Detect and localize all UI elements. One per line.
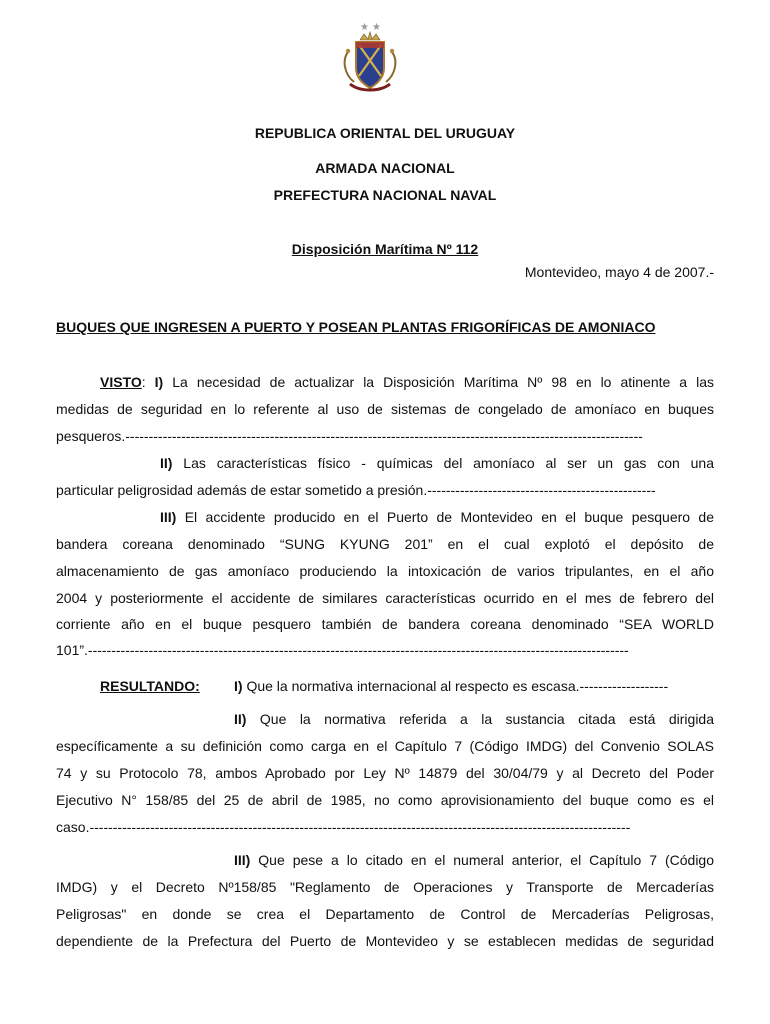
resultando-item-3-text: Que pese a lo citado en el numeral anterior, el Capítulo 7 (Código — [258, 852, 714, 868]
resultando-item-2-text: Que la normativa referida a la sustancia citada está dirigida — [259, 711, 714, 727]
visto-item-3-line-4: 2004 y posteriormente el accidente de similares características ocurrido en el mes de febrero del — [56, 590, 714, 606]
prefecture-heading: PREFECTURA NACIONAL NAVAL — [273, 187, 497, 203]
resultando-item-3-line-4: dependiente de la Prefectura del Puerto de Montevideo y se establecen medidas de seguridad — [56, 933, 714, 949]
resultando-item-2-line-4: Ejecutivo N° 158/85 del 25 de abril de 1985, no como aprovisionamiento del buque como es el — [56, 792, 714, 808]
navy-emblem-icon — [330, 18, 410, 98]
visto-item-2-line-1 — [160, 453, 714, 473]
visto-item-3-text: El accidente producido en el Puerto de Montevideo en el buque pesquero de — [184, 509, 714, 525]
visto-line-1 — [100, 372, 714, 392]
resultando-item-3-line-2: IMDG) y el Decreto Nº158/85 "Reglamento de Operaciones y Transporte de Mercaderías — [56, 879, 714, 895]
resultando-item-1-text: Que la normativa internacional al respecto es escasa.------------------- — [246, 678, 669, 694]
visto-colon: : — [141, 374, 146, 390]
resultando-item-2-line-5: caso.-------------------------------------------------------------------------------------------------------------------- — [56, 819, 631, 835]
disposition-title: Disposición Marítima Nº 112 — [291, 241, 479, 257]
visto-item-3-line-2: bandera coreana denominado “SUNG KYUNG 201” en el cual explotó el depósito de — [56, 536, 714, 552]
resultando-item-3-number: III) — [234, 852, 251, 868]
visto-item-3-line-5: corriente año en el buque pesquero también de bandera coreana denominado “SEA WORLD — [56, 616, 714, 632]
resultando-item-2-number: II) — [234, 711, 247, 727]
visto-line-3: pesqueros.--------------------------------------------------------------------------------------------------------------- — [56, 428, 643, 444]
document-subject: BUQUES QUE INGRESEN A PUERTO Y POSEAN PLANTAS FRIGORÍFICAS DE AMONIACO — [56, 319, 656, 335]
visto-item-3-line-6: 101”.-------------------------------------------------------------------------------------------------------------------- — [56, 642, 629, 658]
visto-item-1-number: I) — [154, 374, 164, 390]
visto-item-3-number: III) — [160, 509, 177, 525]
place-date: Montevideo, mayo 4 de 2007.- — [524, 264, 714, 280]
visto-item-1-text: La necesidad de actualizar la Disposición Marítima Nº 98 en lo atinente a las — [172, 374, 714, 390]
resultando-label-text: RESULTANDO: — [100, 678, 200, 694]
country-heading: REPUBLICA ORIENTAL DEL URUGUAY — [254, 125, 516, 141]
visto-item-3-line-3: almacenamiento de gas amoníaco produciendo la intoxicación de varios tripulantes, en el año — [56, 563, 714, 579]
resultando-item-2-line-2: específicamente a su definición como carga en el Capítulo 7 (Código IMDG) del Convenio SOLAS — [56, 738, 714, 754]
resultando-item-2-line-1 — [234, 709, 714, 729]
resultando-item-3-line-3: Peligrosas" en donde se crea el Departamento de Control de Mercaderías Peligrosas, — [56, 906, 714, 922]
svg-text:★: ★ — [360, 22, 369, 33]
resultando-item-3-line-1 — [234, 850, 714, 870]
resultando-item-2-line-3: 74 y su Protocolo 78, ambos Aprobado por Ley Nº 14879 del 30/04/79 y al Decreto del Poder — [56, 765, 714, 781]
resultando-label — [100, 676, 200, 696]
visto-item-2-number: II) — [160, 455, 173, 471]
visto-item-2-text: Las características físico - químicas del amoníaco al ser un gas con una — [183, 455, 714, 471]
navy-heading: ARMADA NACIONAL — [315, 160, 455, 176]
visto-line-2: medidas de seguridad en lo referente al uso de sistemas de congelado de amoníaco en buques — [56, 401, 714, 417]
resultando-item-1 — [234, 676, 714, 696]
svg-text:★: ★ — [372, 22, 381, 33]
resultando-item-1-number: I) — [234, 678, 243, 694]
visto-item-3-line-1 — [160, 507, 714, 527]
emblem-graphic — [330, 18, 410, 98]
visto-label: VISTO — [100, 374, 142, 390]
visto-item-2-line-2: particular peligrosidad además de estar sometido a presión.------------------------------------------------- — [56, 482, 656, 498]
